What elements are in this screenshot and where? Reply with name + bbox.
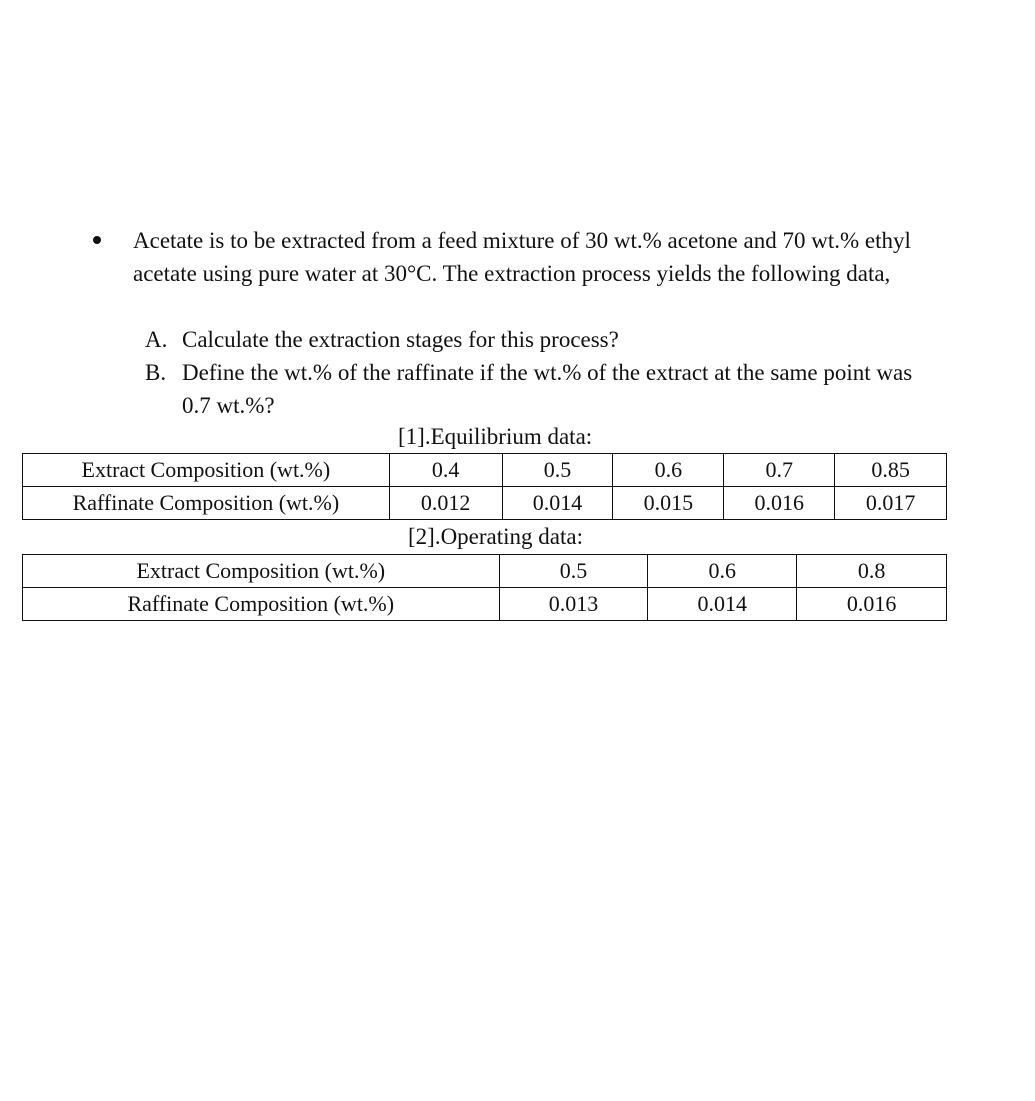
table-cell: 0.6	[648, 555, 797, 588]
table-cell: 0.015	[613, 487, 724, 520]
table-cell: 0.5	[502, 454, 613, 487]
operating-caption: [2].Operating data:	[408, 524, 583, 549]
question-intro: Acetate is to be extracted from a feed mixture of 30 wt.% acetone and 70 wt.% ethyl acetate using pure water at 30°C. The extraction process yields the following data,	[133, 228, 911, 286]
row-label: Extract Composition (wt.%)	[23, 555, 500, 588]
row-label: Extract Composition (wt.%)	[23, 454, 390, 487]
table-cell: 0.016	[797, 588, 947, 621]
row-label: Raffinate Composition (wt.%)	[23, 487, 390, 520]
table-cell: 0.85	[835, 454, 947, 487]
bullet-icon	[93, 236, 101, 244]
table-cell: 0.6	[613, 454, 724, 487]
table-cell: 0.013	[499, 588, 648, 621]
operating-table	[22, 554, 947, 621]
table-cell: 0.7	[724, 454, 835, 487]
table-cell: 0.012	[389, 487, 502, 520]
equilibrium-caption: [1].Equilibrium data:	[398, 424, 593, 449]
table-cell: 0.014	[648, 588, 797, 621]
table-row	[23, 588, 947, 621]
part-b-letter: B.	[145, 360, 167, 385]
table-cell: 0.8	[797, 555, 947, 588]
table-row	[23, 487, 947, 520]
part-b-text: Define the wt.% of the raffinate if the wt.% of the extract at the same point was 0.7 wt.%?	[182, 360, 913, 418]
table-cell: 0.017	[835, 487, 947, 520]
part-a-text: Calculate the extraction stages for this process?	[182, 327, 619, 352]
table-cell: 0.014	[502, 487, 613, 520]
equilibrium-table	[22, 453, 947, 520]
table-cell: 0.4	[389, 454, 502, 487]
table-cell: 0.016	[724, 487, 835, 520]
part-a-letter: A.	[145, 327, 168, 352]
table-row	[23, 555, 947, 588]
table-row	[23, 454, 947, 487]
row-label: Raffinate Composition (wt.%)	[23, 588, 500, 621]
table-cell: 0.5	[499, 555, 648, 588]
